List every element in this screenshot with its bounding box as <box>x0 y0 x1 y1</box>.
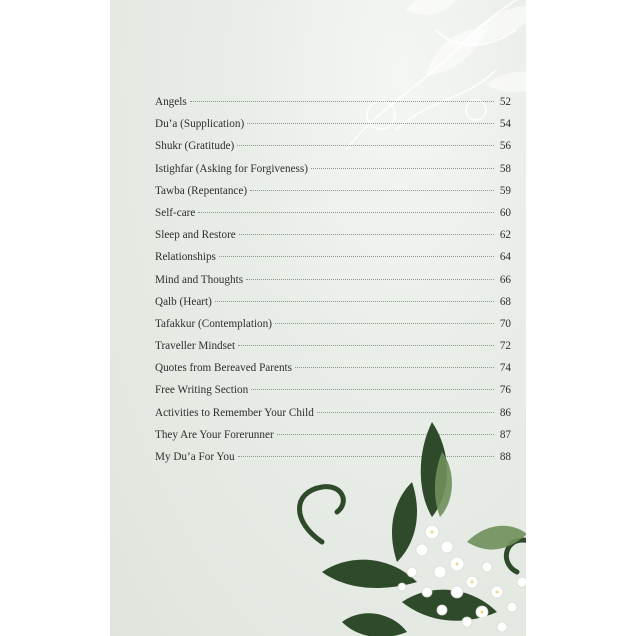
toc-entry-title: Sleep and Restore <box>155 229 236 242</box>
dotted-leader <box>239 234 494 235</box>
toc-entry-title: Quotes from Bereaved Parents <box>155 362 293 375</box>
toc-entry[interactable] <box>155 362 511 384</box>
toc-entry-title: Du’a (Supplication) <box>155 118 245 131</box>
toc-entry-title: Activities to Remember Your Child <box>155 406 314 419</box>
dotted-leader <box>275 323 494 324</box>
book-page <box>110 0 526 636</box>
toc-entry-title: Free Writing Section <box>155 384 249 397</box>
dotted-leader <box>250 190 494 191</box>
dotted-leader <box>317 412 494 413</box>
dotted-leader <box>311 168 494 169</box>
dotted-leader <box>190 101 494 102</box>
toc-entry-title: Shukr (Gratitude) <box>155 140 235 153</box>
toc-entry[interactable] <box>155 185 511 207</box>
toc-entry-title: Traveller Mindset <box>155 340 236 353</box>
toc-entry-title: Mind and Thoughts <box>155 273 244 286</box>
toc-entry[interactable] <box>155 207 511 229</box>
toc-entry[interactable] <box>155 118 511 140</box>
toc-entry-title: Istighfar (Asking for Forgiveness) <box>155 162 308 175</box>
toc-entry[interactable] <box>155 384 511 406</box>
dotted-leader <box>215 301 494 302</box>
toc-entry-page-number: 64 <box>499 251 511 264</box>
toc-entry-page-number: 59 <box>499 184 511 197</box>
toc-entry[interactable] <box>155 229 511 251</box>
toc-entry[interactable] <box>155 163 511 185</box>
white-flowers-illustration <box>282 422 526 636</box>
toc-entry-page-number: 66 <box>499 273 511 286</box>
toc-entry[interactable] <box>155 296 511 318</box>
dotted-leader <box>238 345 494 346</box>
toc-entry-title: Tafakkur (Contemplation) <box>155 317 272 330</box>
toc-entry-page-number: 56 <box>499 140 511 153</box>
toc-entry-page-number: 74 <box>499 362 511 375</box>
dotted-leader <box>246 279 494 280</box>
toc-entry[interactable] <box>155 318 511 340</box>
toc-entry[interactable] <box>155 274 511 296</box>
toc-entry-page-number: 62 <box>499 229 511 242</box>
dotted-leader <box>247 123 494 124</box>
toc-entry-page-number: 76 <box>499 384 511 397</box>
toc-entry[interactable] <box>155 140 511 162</box>
toc-entry-title: They Are Your Forerunner <box>155 428 274 441</box>
toc-entry-page-number: 72 <box>499 340 511 353</box>
toc-entry-title: Tawba (Repentance) <box>155 184 248 197</box>
toc-entry-page-number: 58 <box>499 162 511 175</box>
toc-entry[interactable] <box>155 251 511 273</box>
toc-entry-page-number: 87 <box>499 428 511 441</box>
toc-entry-page-number: 70 <box>499 317 511 330</box>
toc-entry-title: Angels <box>155 96 187 108</box>
dotted-leader <box>295 367 494 368</box>
dotted-leader <box>198 212 494 213</box>
dotted-leader <box>251 389 494 390</box>
toc-entry-title: Relationships <box>155 251 216 264</box>
dotted-leader <box>219 256 494 257</box>
toc-entry-page-number: 54 <box>499 118 511 131</box>
toc-entry-title: Qalb (Heart) <box>155 295 212 308</box>
toc-entry[interactable] <box>155 96 511 118</box>
toc-entry-page-number: 88 <box>499 451 511 463</box>
toc-entry-page-number: 68 <box>499 295 511 308</box>
toc-entry-title: My Du’a For You <box>155 451 235 463</box>
dotted-leader <box>237 145 494 146</box>
toc-entry-page-number: 52 <box>499 96 511 108</box>
toc-entry-page-number: 60 <box>499 206 511 219</box>
table-of-contents <box>155 96 511 473</box>
toc-entry-title: Self-care <box>155 206 196 219</box>
toc-entry[interactable] <box>155 340 511 362</box>
toc-entry-page-number: 86 <box>499 406 511 419</box>
